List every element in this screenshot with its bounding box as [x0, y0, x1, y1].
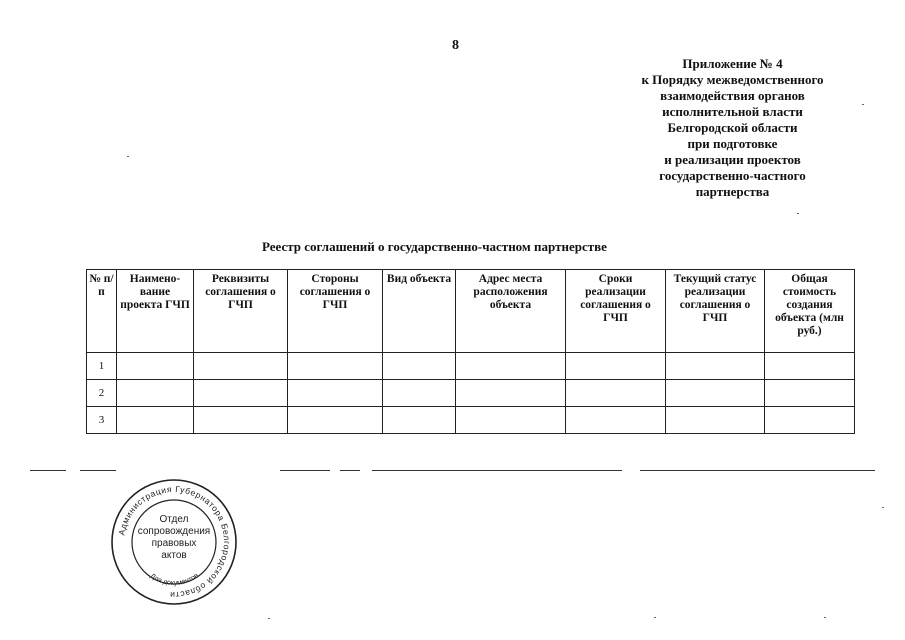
stamp-inner-line: сопровождения — [137, 526, 211, 537]
registry-table — [86, 269, 855, 434]
table-cell — [765, 353, 855, 380]
column-header: Текущий статус реализации соглашения о ГЧП — [666, 270, 765, 353]
table-cell — [288, 380, 383, 407]
scan-divider — [372, 470, 622, 471]
column-header: Реквизиты соглашения о ГЧП — [194, 270, 288, 353]
scan-divider — [640, 470, 875, 471]
scan-divider — [280, 470, 330, 471]
table-cell — [383, 353, 456, 380]
stamp-bottom-text: Для документов — [148, 572, 200, 587]
column-header: Сроки реализации соглашения о ГЧП — [566, 270, 666, 353]
column-header: Вид объекта — [383, 270, 456, 353]
table-cell — [666, 407, 765, 434]
scan-speck — [882, 507, 884, 508]
table-cell — [194, 380, 288, 407]
table-row — [87, 353, 855, 380]
table-cell — [666, 353, 765, 380]
column-header: Общая стоимость создания объекта (млн руб.) — [765, 270, 855, 353]
table-cell — [288, 407, 383, 434]
scan-speck — [824, 617, 826, 618]
stamp-inner-line: Отдел — [159, 514, 189, 525]
column-header: Стороны соглашения о ГЧП — [288, 270, 383, 353]
appendix-line: партнерства — [695, 184, 770, 199]
table-cell — [566, 353, 666, 380]
table-cell — [117, 380, 194, 407]
table-cell — [666, 380, 765, 407]
scan-divider — [80, 470, 116, 471]
stamp-inner-line: правовых — [151, 538, 197, 549]
table-row — [87, 380, 855, 407]
table-row — [87, 407, 855, 434]
table-cell: 1 — [87, 353, 117, 380]
appendix-line: при подготовке — [687, 136, 778, 151]
column-header: № п/п — [87, 270, 117, 353]
scan-speck — [654, 617, 656, 618]
official-stamp — [110, 478, 238, 606]
stamp-inner-line: актов — [161, 550, 187, 561]
table-cell: 3 — [87, 407, 117, 434]
table-cell — [456, 353, 566, 380]
table-cell — [383, 380, 456, 407]
scan-speck — [127, 156, 129, 157]
appendix-line: Приложение № 4 — [682, 56, 783, 71]
appendix-line: исполнительной власти — [662, 104, 803, 119]
appendix-line: к Порядку межведомственного — [641, 72, 824, 87]
column-header: Наимено-вание проекта ГЧП — [117, 270, 194, 353]
table-header-row — [87, 270, 855, 353]
table-cell — [456, 380, 566, 407]
table-cell — [117, 353, 194, 380]
appendix-line: Белгородской области — [667, 120, 798, 135]
appendix-heading — [600, 56, 865, 200]
svg-text:Для документов — [149, 572, 201, 587]
stamp-inner-text — [110, 514, 238, 562]
scan-divider — [340, 470, 360, 471]
scan-speck — [862, 104, 864, 105]
column-header: Адрес места расположения объекта — [456, 270, 566, 353]
table-cell: 2 — [87, 380, 117, 407]
table-cell — [765, 407, 855, 434]
table-cell — [566, 407, 666, 434]
table-cell — [194, 353, 288, 380]
document-title: Реестр соглашений о государственно-частном партнерстве — [262, 239, 607, 254]
table-cell — [765, 380, 855, 407]
table-cell — [383, 407, 456, 434]
scan-speck — [797, 213, 799, 214]
table-cell — [288, 353, 383, 380]
table-cell — [194, 407, 288, 434]
table-cell — [566, 380, 666, 407]
appendix-line: и реализации проектов — [664, 152, 801, 167]
page-number: 8 — [452, 38, 459, 53]
table-cell — [456, 407, 566, 434]
appendix-line: взаимодействия органов — [660, 88, 805, 103]
scan-divider — [30, 470, 66, 471]
table-cell — [117, 407, 194, 434]
appendix-line: государственно-частного — [659, 168, 806, 183]
scan-speck — [268, 618, 270, 619]
stamp-ring-text: Администрация Губернатора Белгородской области — [116, 483, 233, 601]
